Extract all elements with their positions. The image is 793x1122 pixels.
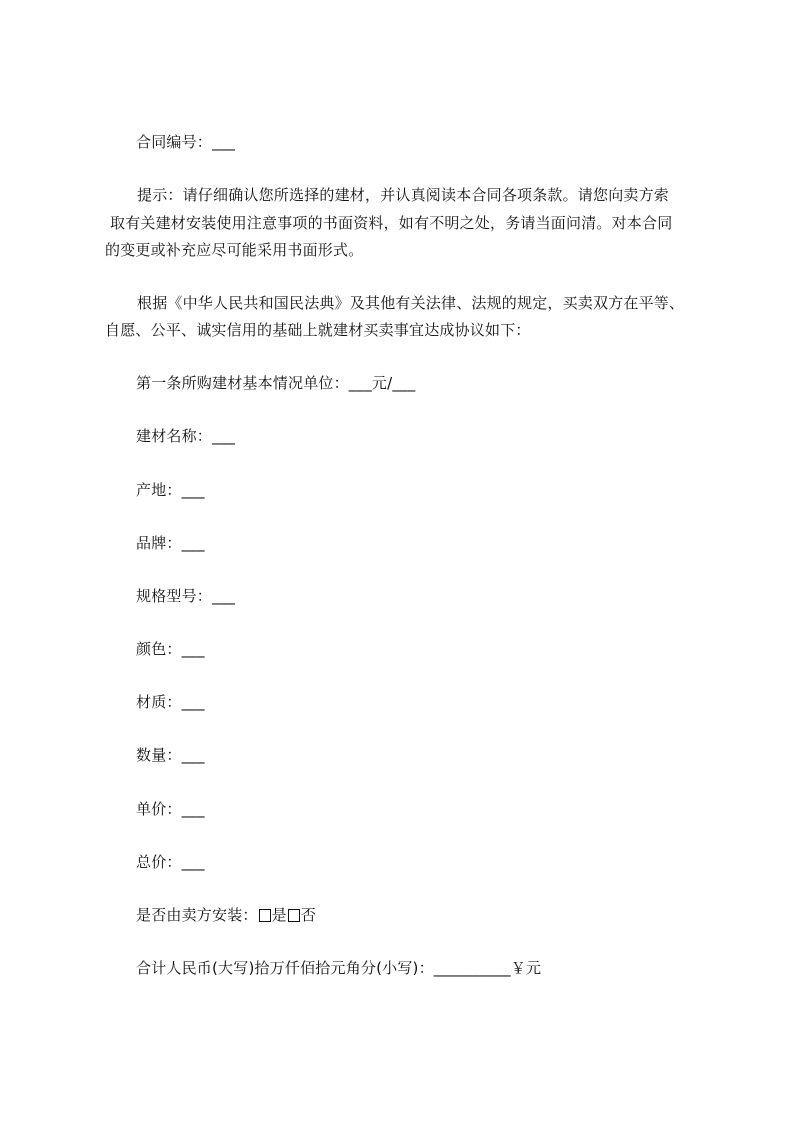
field-quantity: 数量：___ xyxy=(136,746,205,764)
field-total-price: 总价：___ xyxy=(136,853,205,871)
install-yes-label: 是 xyxy=(271,906,287,924)
field-model: 规格型号：___ xyxy=(136,587,236,605)
field-origin: 产地：___ xyxy=(136,481,205,499)
field-brand: 品牌：___ xyxy=(136,534,205,552)
contract-number: 合同编号：___ xyxy=(136,133,236,151)
field-color: 颜色：___ xyxy=(136,640,205,658)
article-1-unit: 第一条所购建材基本情况单位：___元/___ xyxy=(136,374,416,392)
preamble-line-1: 根据《中华人民共和国民法典》及其他有关法律、法规的规定，买卖双方在平等、 xyxy=(137,294,685,312)
install-no-label: 否 xyxy=(300,906,317,924)
field-unit-price: 单价：___ xyxy=(136,800,205,818)
notice-line-2: 取有关建材安装使用注意事项的书面资料，如有不明之处，务请当面问清。对本合同 xyxy=(110,214,673,232)
field-material: 材质：___ xyxy=(136,693,205,711)
install-yes-checkbox[interactable] xyxy=(259,909,271,922)
field-material-name: 建材名称：___ xyxy=(136,427,236,445)
total-rmb: 合计人民币(大写)拾万仟佰拾元角分(小写)：__________￥元 xyxy=(136,959,542,977)
notice-line-1: 提示：请仔细确认您所选择的建材，并认真阅读本合同各项条款。请您向卖方索 xyxy=(137,186,670,204)
notice-line-3: 的变更或补充应尽可能采用书面形式。 xyxy=(105,241,364,259)
install-no-checkbox[interactable] xyxy=(288,909,300,922)
preamble-line-2: 自愿、公平、诚实信用的基础上就建材买卖事宜达成协议如下： xyxy=(105,321,531,339)
install-label: 是否由卖方安装： xyxy=(136,906,258,924)
install-choice xyxy=(136,905,316,925)
